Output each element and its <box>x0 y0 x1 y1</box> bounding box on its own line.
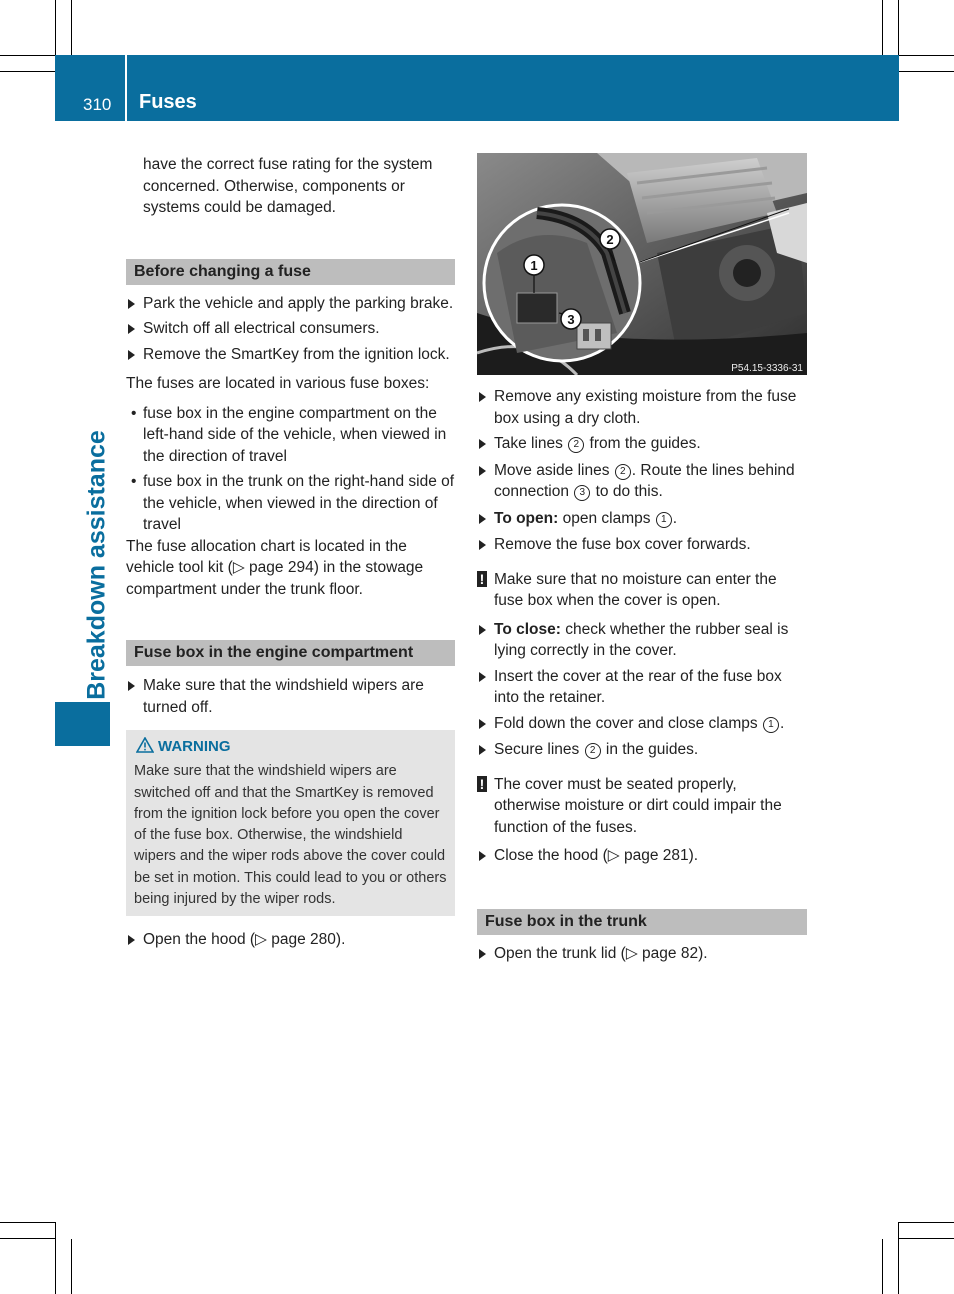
crop-mark <box>882 0 883 55</box>
chart-location-text: The fuse allocation chart is located in the vehicle tool kit (▷ page 294) in the stowage compartment under the trunk floor. <box>126 537 424 598</box>
caution-note: ! Make sure that no moisture can enter the fuse box when the cover is open. <box>477 569 807 612</box>
section-heading-trunk: Fuse box in the trunk <box>477 909 807 935</box>
list-item: Open the trunk lid (▷ page 82). <box>477 943 807 965</box>
crop-mark <box>0 71 55 72</box>
list-item: Secure lines 2 in the guides. <box>477 739 807 761</box>
list-item: Move aside lines 2 . Route the lines behind connection 3 to do this. <box>477 460 807 503</box>
page-ref-link[interactable]: ▷ page 82 <box>625 944 699 962</box>
list-item: • fuse box in the trunk on the right-hand side of the vehicle, when viewed in the direction of travel <box>126 471 455 536</box>
page-ref-link[interactable]: ▷ page 280 <box>255 931 336 949</box>
callout-ref: 2 <box>615 464 631 480</box>
list-item: Take lines 2 from the guides. <box>477 433 807 455</box>
right-column <box>477 386 807 964</box>
callout-ref: 3 <box>574 485 590 501</box>
page-header <box>55 55 899 121</box>
callout-ref: 2 <box>585 743 601 759</box>
list-item: Remove the fuse box cover forwards. <box>477 534 807 556</box>
section-heading-before: Before changing a fuse <box>126 259 455 285</box>
list-item: To close: check whether the rubber seal is lying correctly in the cover. <box>477 619 807 662</box>
crop-mark <box>899 55 954 56</box>
callout-1 <box>524 255 544 275</box>
crop-mark <box>55 1222 56 1294</box>
crop-mark <box>899 71 954 72</box>
callout-ref: 1 <box>656 512 672 528</box>
list-item: To open: open clamps 1 . <box>477 508 807 530</box>
exclamation-icon: ! <box>477 571 487 587</box>
list-item: Close the hood (▷ page 281). <box>477 845 807 867</box>
engine-bay-illustration <box>477 153 807 375</box>
warning-box <box>126 730 455 916</box>
crop-mark <box>71 1239 72 1294</box>
svg-text:3: 3 <box>567 312 575 327</box>
warning-title: WARNING <box>134 736 447 757</box>
page-ref-link[interactable]: ▷ page 281 <box>607 847 689 864</box>
locations-intro: The fuses are located in various fuse boxes: <box>126 375 430 392</box>
callout-ref: 2 <box>568 437 584 453</box>
callout-3 <box>561 309 581 329</box>
warning-triangle-icon <box>136 737 154 753</box>
warning-text: Make sure that the windshield wipers are switched off and that the SmartKey is removed from the ignition lock before you open the cover of the fuse box. Otherwise, the windshield wipers and the wiper rods above the cover could be set in motion. This could lead to you or others being injured by the wiper rods. <box>134 763 447 908</box>
caution-note: ! The cover must be seated properly, otherwise moisture or dirt could impair the function of the fuses. <box>477 774 807 839</box>
svg-text:1: 1 <box>530 258 538 273</box>
list-item: Switch off all electrical consumers. <box>126 318 455 340</box>
list-item: Insert the cover at the rear of the fuse box into the retainer. <box>477 666 807 709</box>
left-column <box>126 154 455 951</box>
list-item: Make sure that the windshield wipers are turned off. <box>126 675 455 718</box>
crop-mark <box>898 1222 899 1294</box>
exclamation-icon: ! <box>477 776 487 792</box>
list-item: • fuse box in the engine compartment on the left-hand side of the vehicle, when viewed in the direction of travel <box>126 403 455 468</box>
page-ref-link[interactable]: ▷ page 294 <box>232 559 314 576</box>
crop-mark <box>882 1239 883 1294</box>
intro-text: have the correct fuse rating for the system concerned. Otherwise, components or systems could be damaged. <box>143 156 433 216</box>
crop-mark <box>899 1238 954 1239</box>
page-title: Fuses <box>139 91 197 113</box>
list-item: Open the hood (▷ page 280). <box>126 929 455 951</box>
photo-code: P54.15-3336-31 <box>731 363 803 374</box>
page-number: 310 <box>83 95 112 114</box>
list-item: Remove the SmartKey from the ignition lock. <box>126 344 455 366</box>
side-tab-marker <box>55 702 110 746</box>
engine-bay-photo <box>477 153 807 375</box>
list-item: Remove any existing moisture from the fuse box using a dry cloth. <box>477 386 807 429</box>
chapter-label: Breakdown assistance <box>82 430 111 700</box>
crop-mark <box>0 1222 55 1223</box>
crop-mark <box>0 55 55 56</box>
list-item: Park the vehicle and apply the parking brake. <box>126 293 455 315</box>
section-heading-engine: Fuse box in the engine compartment <box>126 640 455 666</box>
crop-mark <box>899 1222 954 1223</box>
callout-2 <box>600 229 620 249</box>
list-item: Fold down the cover and close clamps 1 . <box>477 713 807 735</box>
header-divider <box>125 55 127 121</box>
svg-text:2: 2 <box>606 232 614 247</box>
crop-mark <box>0 1238 55 1239</box>
crop-mark <box>71 0 72 55</box>
callout-ref: 1 <box>763 717 779 733</box>
